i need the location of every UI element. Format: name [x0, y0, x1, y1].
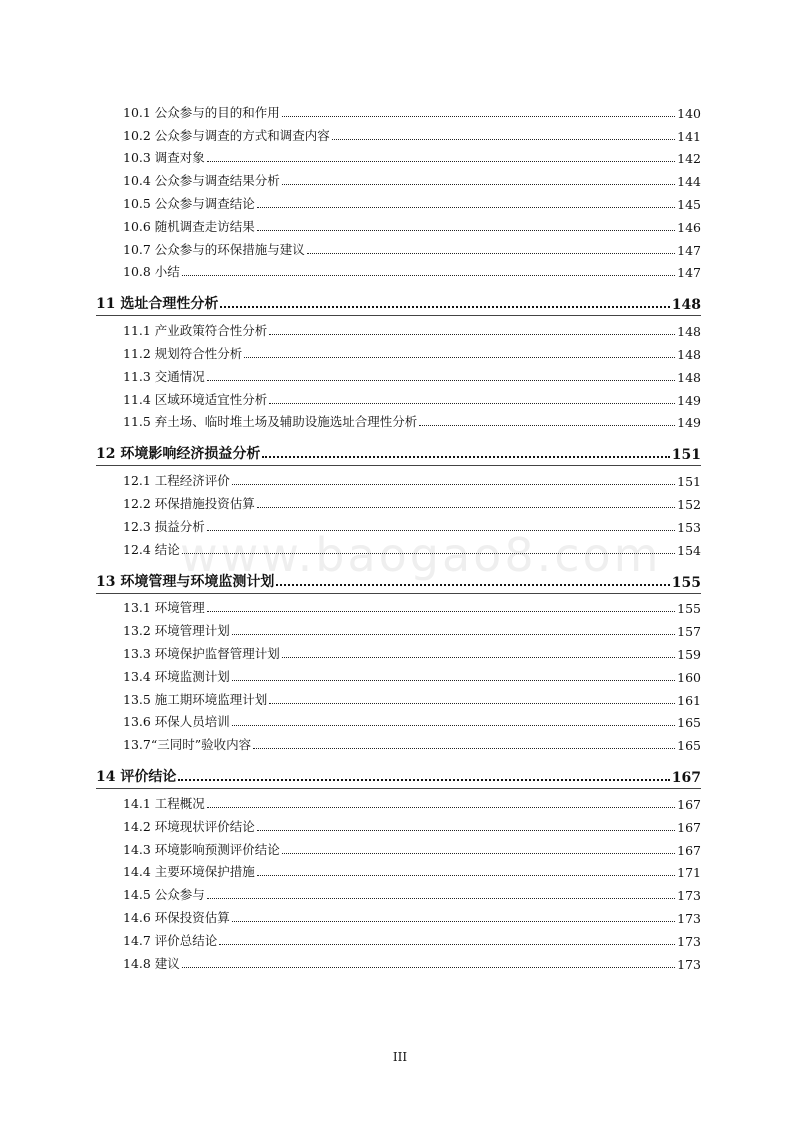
toc-section-entry[interactable] — [96, 903, 701, 926]
toc-section-entry[interactable] — [96, 949, 701, 972]
toc-dot-leader — [207, 898, 675, 899]
toc-entry-page-number: 147 — [677, 265, 701, 281]
toc-entry-page-number: 145 — [677, 196, 701, 212]
toc-entry-title: 10.4 公众参与调查结果分析 — [123, 173, 280, 189]
toc-entry-page-number: 152 — [677, 496, 701, 512]
toc-dot-leader — [269, 703, 675, 704]
toc-dot-leader — [232, 921, 675, 922]
toc-dot-leader — [282, 116, 675, 117]
toc-section-entry[interactable] — [96, 408, 701, 431]
toc-entry-title: 14.6 环保投资估算 — [123, 909, 230, 925]
toc-entry-title: 14.8 建议 — [123, 955, 180, 971]
toc-entry-page-number: 173 — [677, 956, 701, 972]
toc-entry-title: 12.1 工程经济评价 — [123, 473, 230, 489]
toc-entry-title: 13.2 环境管理计划 — [123, 623, 230, 639]
toc-entry-title: 14.2 环境现状评价结论 — [123, 818, 255, 834]
toc-dot-leader — [257, 507, 675, 508]
toc-section-entry[interactable] — [96, 858, 701, 881]
toc-dot-leader — [207, 161, 675, 162]
toc-entry-page-number: 161 — [677, 692, 701, 708]
toc-section-entry[interactable] — [96, 730, 701, 753]
toc-dot-leader — [307, 253, 675, 254]
toc-entry-title: 14.4 主要环境保护措施 — [123, 864, 255, 880]
toc-entry-title: 10.5 公众参与调查结论 — [123, 195, 255, 211]
toc-section-entry[interactable] — [96, 926, 701, 949]
toc-entry-title: 10.7 公众参与的环保措施与建议 — [123, 241, 305, 257]
toc-dot-leader — [257, 875, 675, 876]
toc-entry-page-number: 149 — [677, 415, 701, 431]
toc-dot-leader — [282, 657, 675, 658]
toc-section-entry[interactable] — [96, 535, 701, 558]
toc-dot-leader — [257, 230, 675, 231]
toc-dot-leader — [182, 967, 675, 968]
toc-section-entry[interactable] — [96, 616, 701, 639]
toc-section-entry[interactable] — [96, 316, 701, 339]
toc-entry-title: 14.7 评价总结论 — [123, 932, 218, 948]
toc-dot-leader — [257, 207, 675, 208]
toc-section-entry[interactable] — [96, 189, 701, 212]
toc-entry-title: 11.3 交通情况 — [123, 368, 205, 384]
toc-entry-page-number: 165 — [677, 715, 701, 731]
toc-entry-page-number: 173 — [677, 933, 701, 949]
toc-dot-leader — [178, 779, 669, 781]
toc-entry-page-number: 140 — [677, 105, 701, 121]
toc-entry-page-number: 167 — [671, 770, 701, 787]
toc-dot-leader — [207, 380, 675, 381]
toc-entry-page-number: 167 — [677, 819, 701, 835]
toc-entry-title: 14.5 公众参与 — [123, 887, 205, 903]
toc-dot-leader — [282, 184, 675, 185]
toc-entry-title: 11.4 区域环境适宜性分析 — [123, 391, 268, 407]
toc-entry-page-number: 146 — [677, 219, 701, 235]
toc-dot-leader — [182, 275, 675, 276]
toc-entry-page-number: 148 — [677, 346, 701, 362]
toc-entry-page-number: 159 — [677, 646, 701, 662]
toc-dot-leader — [207, 807, 675, 808]
toc-entry-title: 13 环境管理与环境监测计划 — [96, 573, 275, 590]
toc-section-entry[interactable] — [96, 385, 701, 408]
toc-dot-leader — [182, 553, 675, 554]
toc-chapter-entry[interactable] — [96, 283, 701, 316]
toc-entry-title: 14.1 工程概况 — [123, 795, 205, 811]
toc-entry-page-number: 149 — [677, 392, 701, 408]
toc-entry-page-number: 165 — [677, 738, 701, 754]
toc-section-entry[interactable] — [96, 489, 701, 512]
toc-entry-title: 14 评价结论 — [96, 769, 177, 786]
toc-entry-title: 12.3 损益分析 — [123, 518, 205, 534]
toc-dot-leader — [262, 456, 669, 458]
toc-dot-leader — [220, 306, 669, 308]
toc-section-entry[interactable] — [96, 594, 701, 617]
toc-entry-title: 12.2 环保措施投资估算 — [123, 495, 255, 511]
toc-section-entry[interactable] — [96, 339, 701, 362]
toc-entry-title: 11.5 弃土场、临时堆土场及辅助设施选址合理性分析 — [123, 414, 418, 430]
toc-entry-title: 12.4 结论 — [123, 541, 180, 557]
toc-section-entry[interactable] — [96, 235, 701, 258]
toc-section-entry[interactable] — [96, 835, 701, 858]
toc-section-entry[interactable] — [96, 362, 701, 385]
toc-dot-leader — [232, 634, 675, 635]
toc-entry-title: 10.1 公众参与的目的和作用 — [123, 104, 280, 120]
toc-entry-page-number: 153 — [677, 519, 701, 535]
toc-entry-title: 13.5 施工期环境监理计划 — [123, 691, 268, 707]
toc-dot-leader — [257, 830, 675, 831]
toc-dot-leader — [207, 611, 675, 612]
toc-dot-leader — [232, 680, 675, 681]
toc-dot-leader — [232, 725, 675, 726]
toc-section-entry[interactable] — [96, 662, 701, 685]
toc-entry-page-number: 144 — [677, 174, 701, 190]
toc-entry-page-number: 155 — [671, 574, 701, 591]
toc-entry-page-number: 154 — [677, 542, 701, 558]
page-number: III — [392, 1050, 408, 1064]
toc-entry-title: 11.2 规划符合性分析 — [123, 345, 243, 361]
watermark: www.baogao8.com — [180, 528, 662, 582]
toc-section-entry[interactable] — [96, 789, 701, 812]
toc-entry-title: 13.1 环境管理 — [123, 600, 205, 616]
toc-entry-page-number: 151 — [677, 474, 701, 490]
toc-entry-title: 10.2 公众参与调查的方式和调查内容 — [123, 127, 330, 143]
toc-section-entry[interactable] — [96, 258, 701, 281]
toc-entry-title: 13.7“三同时”验收内容 — [123, 737, 252, 753]
toc-entry-title: 11 选址合理性分析 — [96, 296, 219, 313]
toc-entry-title: 13.3 环境保护监督管理计划 — [123, 645, 280, 661]
toc-dot-leader — [253, 748, 675, 749]
toc-entry-title: 10.8 小结 — [123, 264, 180, 280]
toc-entry-title: 10.3 调查对象 — [123, 150, 205, 166]
toc-entry-page-number: 171 — [677, 865, 701, 881]
toc-dot-leader — [269, 334, 675, 335]
toc-dot-leader — [269, 403, 675, 404]
toc-section-entry[interactable] — [96, 708, 701, 731]
toc-section-entry[interactable] — [96, 166, 701, 189]
table-of-contents — [96, 98, 701, 972]
toc-chapter-entry[interactable] — [96, 433, 701, 466]
toc-dot-leader — [232, 484, 675, 485]
toc-entry-page-number: 151 — [671, 447, 701, 464]
toc-entry-title: 11.1 产业政策符合性分析 — [123, 323, 268, 339]
toc-section-entry[interactable] — [96, 812, 701, 835]
toc-entry-page-number: 173 — [677, 910, 701, 926]
toc-dot-leader — [219, 944, 675, 945]
toc-entry-title: 12 环境影响经济损益分析 — [96, 446, 261, 463]
toc-section-entry[interactable] — [96, 98, 701, 121]
toc-chapter-entry[interactable] — [96, 756, 701, 789]
toc-dot-leader — [419, 425, 675, 426]
toc-entry-page-number: 147 — [677, 242, 701, 258]
toc-entry-page-number: 157 — [677, 624, 701, 640]
toc-entry-page-number: 155 — [677, 601, 701, 617]
toc-section-entry[interactable] — [96, 466, 701, 489]
toc-entry-title: 13.6 环保人员培训 — [123, 714, 230, 730]
toc-section-entry[interactable] — [96, 639, 701, 662]
toc-entry-page-number: 173 — [677, 888, 701, 904]
toc-section-entry[interactable] — [96, 685, 701, 708]
toc-section-entry[interactable] — [96, 121, 701, 144]
toc-dot-leader — [282, 853, 675, 854]
toc-section-entry[interactable] — [96, 144, 701, 167]
toc-dot-leader — [276, 584, 669, 586]
toc-entry-page-number: 167 — [677, 842, 701, 858]
toc-section-entry[interactable] — [96, 512, 701, 535]
toc-chapter-entry[interactable] — [96, 561, 701, 594]
toc-entry-page-number: 141 — [677, 128, 701, 144]
toc-entry-page-number: 160 — [677, 669, 701, 685]
toc-section-entry[interactable] — [96, 880, 701, 903]
toc-entry-title: 13.4 环境监测计划 — [123, 668, 230, 684]
toc-entry-title: 10.6 随机调查走访结果 — [123, 218, 255, 234]
toc-entry-page-number: 148 — [677, 324, 701, 340]
toc-dot-leader — [332, 139, 675, 140]
toc-entry-title: 14.3 环境影响预测评价结论 — [123, 841, 280, 857]
toc-entry-page-number: 148 — [677, 369, 701, 385]
toc-dot-leader — [207, 530, 675, 531]
toc-section-entry[interactable] — [96, 212, 701, 235]
toc-entry-page-number: 167 — [677, 796, 701, 812]
toc-entry-page-number: 142 — [677, 151, 701, 167]
toc-dot-leader — [244, 357, 675, 358]
toc-entry-page-number: 148 — [671, 297, 701, 314]
